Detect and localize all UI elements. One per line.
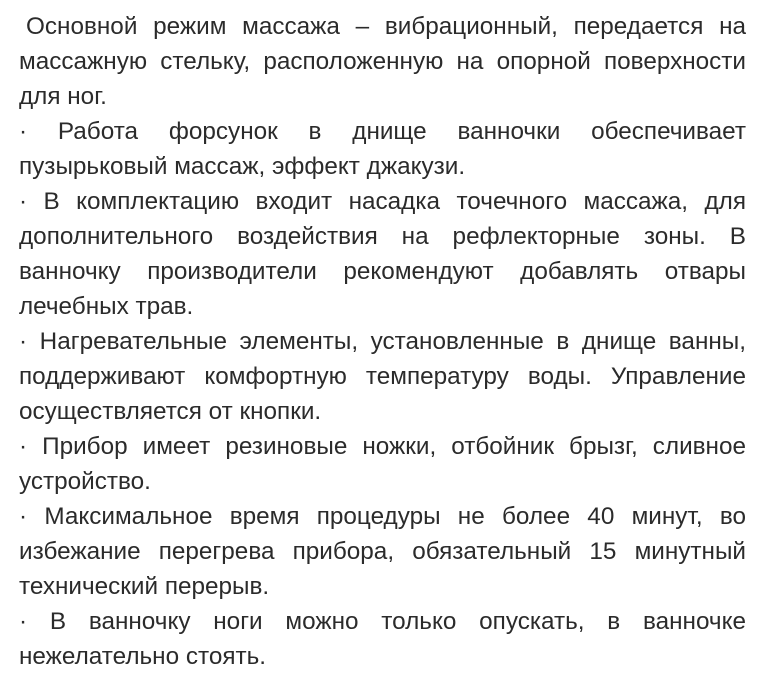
paragraph-nozzles: · Работа форсунок в днище ванночки обеспечивает пузырьковый массаж, эффект джакузи. bbox=[19, 118, 746, 180]
paragraph-main-mode: Основной режим массажа – вибрационный, передается на массажную стельку, расположенную на опорной поверхности для ног. bbox=[19, 13, 746, 110]
paragraph-heating: · Нагревательные элементы, установленные в днище ванны, поддерживают комфортную температуру воды. Управление осуществляется от кнопки. bbox=[19, 328, 746, 425]
paragraph-attachment: · В комплектацию входит насадка точечного массажа, для дополнительного воздействия на рефлекторные зоны. В ванночку производители рекомендуют добавлять отвары лечебных трав. bbox=[19, 188, 746, 320]
paragraph-feet-splash: · Прибор имеет резиновые ножки, отбойник брызг, сливное устройство. bbox=[19, 433, 746, 495]
paragraph-max-time: · Максимальное время процедуры не более 40 минут, во избежание перегрева прибора, обязательный 15 минутный технический перерыв. bbox=[19, 503, 746, 600]
paragraph-usage-warning: · В ванночку ноги можно только опускать, в ванночке нежелательно стоять. bbox=[19, 608, 746, 670]
